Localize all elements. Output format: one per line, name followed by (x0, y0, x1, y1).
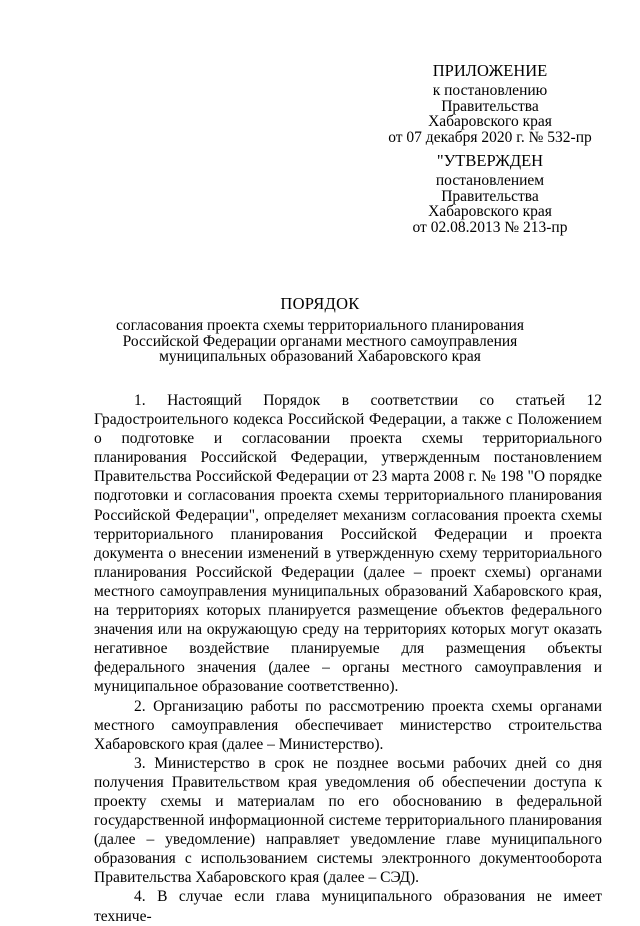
document-title-block (60, 293, 580, 365)
paragraph-3: 3. Министерство в срок не позднее восьми рабочих дней со дня получения Правительством края уведомления об обеспечении доступа к проекту схемы и материалам по его обоснованию в федеральной государственной информационной системе территориального планирования (далее – уведомление) направляет уведомление главе муниципального образования с использованием системы электронного документооборота Правительства Хабаровского края (далее – СЭД). (94, 754, 602, 887)
approved-line: от 02.08.2013 № 213-пр (412, 218, 568, 236)
appendix-line: Хабаровского края (428, 113, 552, 130)
approved-line: Хабаровского края (428, 203, 552, 220)
subtitle-line: согласования проекта схемы территориального планирования (116, 317, 524, 334)
appendix-line: к постановлению (432, 82, 548, 99)
document-subtitle (60, 318, 580, 365)
appendix-line: от 07 декабря 2020 г. № 532-пр (388, 128, 592, 146)
paragraph-2: 2. Организацию работы по рассмотрению проекта схемы органами местного самоуправления обеспечивает министерство строительства Хабаровского края (далее – Министерство). (94, 697, 602, 753)
approved-header (380, 150, 600, 235)
document-title: ПОРЯДОК (280, 294, 360, 313)
appendix-header (380, 60, 600, 145)
paragraph-4: 4. В случае если глава муниципального образования не имеет техниче- (94, 888, 602, 925)
subtitle-line: Российской Федерации органами местного самоуправления (122, 332, 518, 350)
document-body (94, 391, 602, 926)
approved-line: Правительства (441, 187, 539, 205)
appendix-title: ПРИЛОЖЕНИЕ (432, 61, 548, 80)
appendix-line: Правительства (441, 97, 539, 115)
paragraph-1: 1. Настоящий Порядок в соответствии со статьей 12 Градостроительного кодекса Российской Федерации, а также с Положением о подготовке и согласовании проекта схемы территориального планирования Российской Федерации, утвержденным постановлением Правительства Российской Федерации от 23 марта 2008 г. № 198 "О порядке подготовки и согласования проекта схемы территориального планирования Российской Федерации", определяет механизм согласования проекта схемы территориального планирования Российской Федерации и проекта документа о внесении изменений в утвержденную схему территориального планирования Российской Федерации (далее – проект схемы) органами местного самоуправления муниципальных образований Хабаровского края, на территориях которых планируется размещение объектов федерального значения или на окружающую среду на территориях которых могут оказать негативное воздействие планируемые для размещения объекты федерального значения (далее – органы местного самоуправления и муниципальное образование соответственно). (94, 392, 602, 696)
approved-title: "УТВЕРЖДЕН (436, 151, 544, 170)
approved-line: постановлением (435, 172, 545, 189)
subtitle-line: муниципальных образований Хабаровского края (159, 348, 481, 365)
